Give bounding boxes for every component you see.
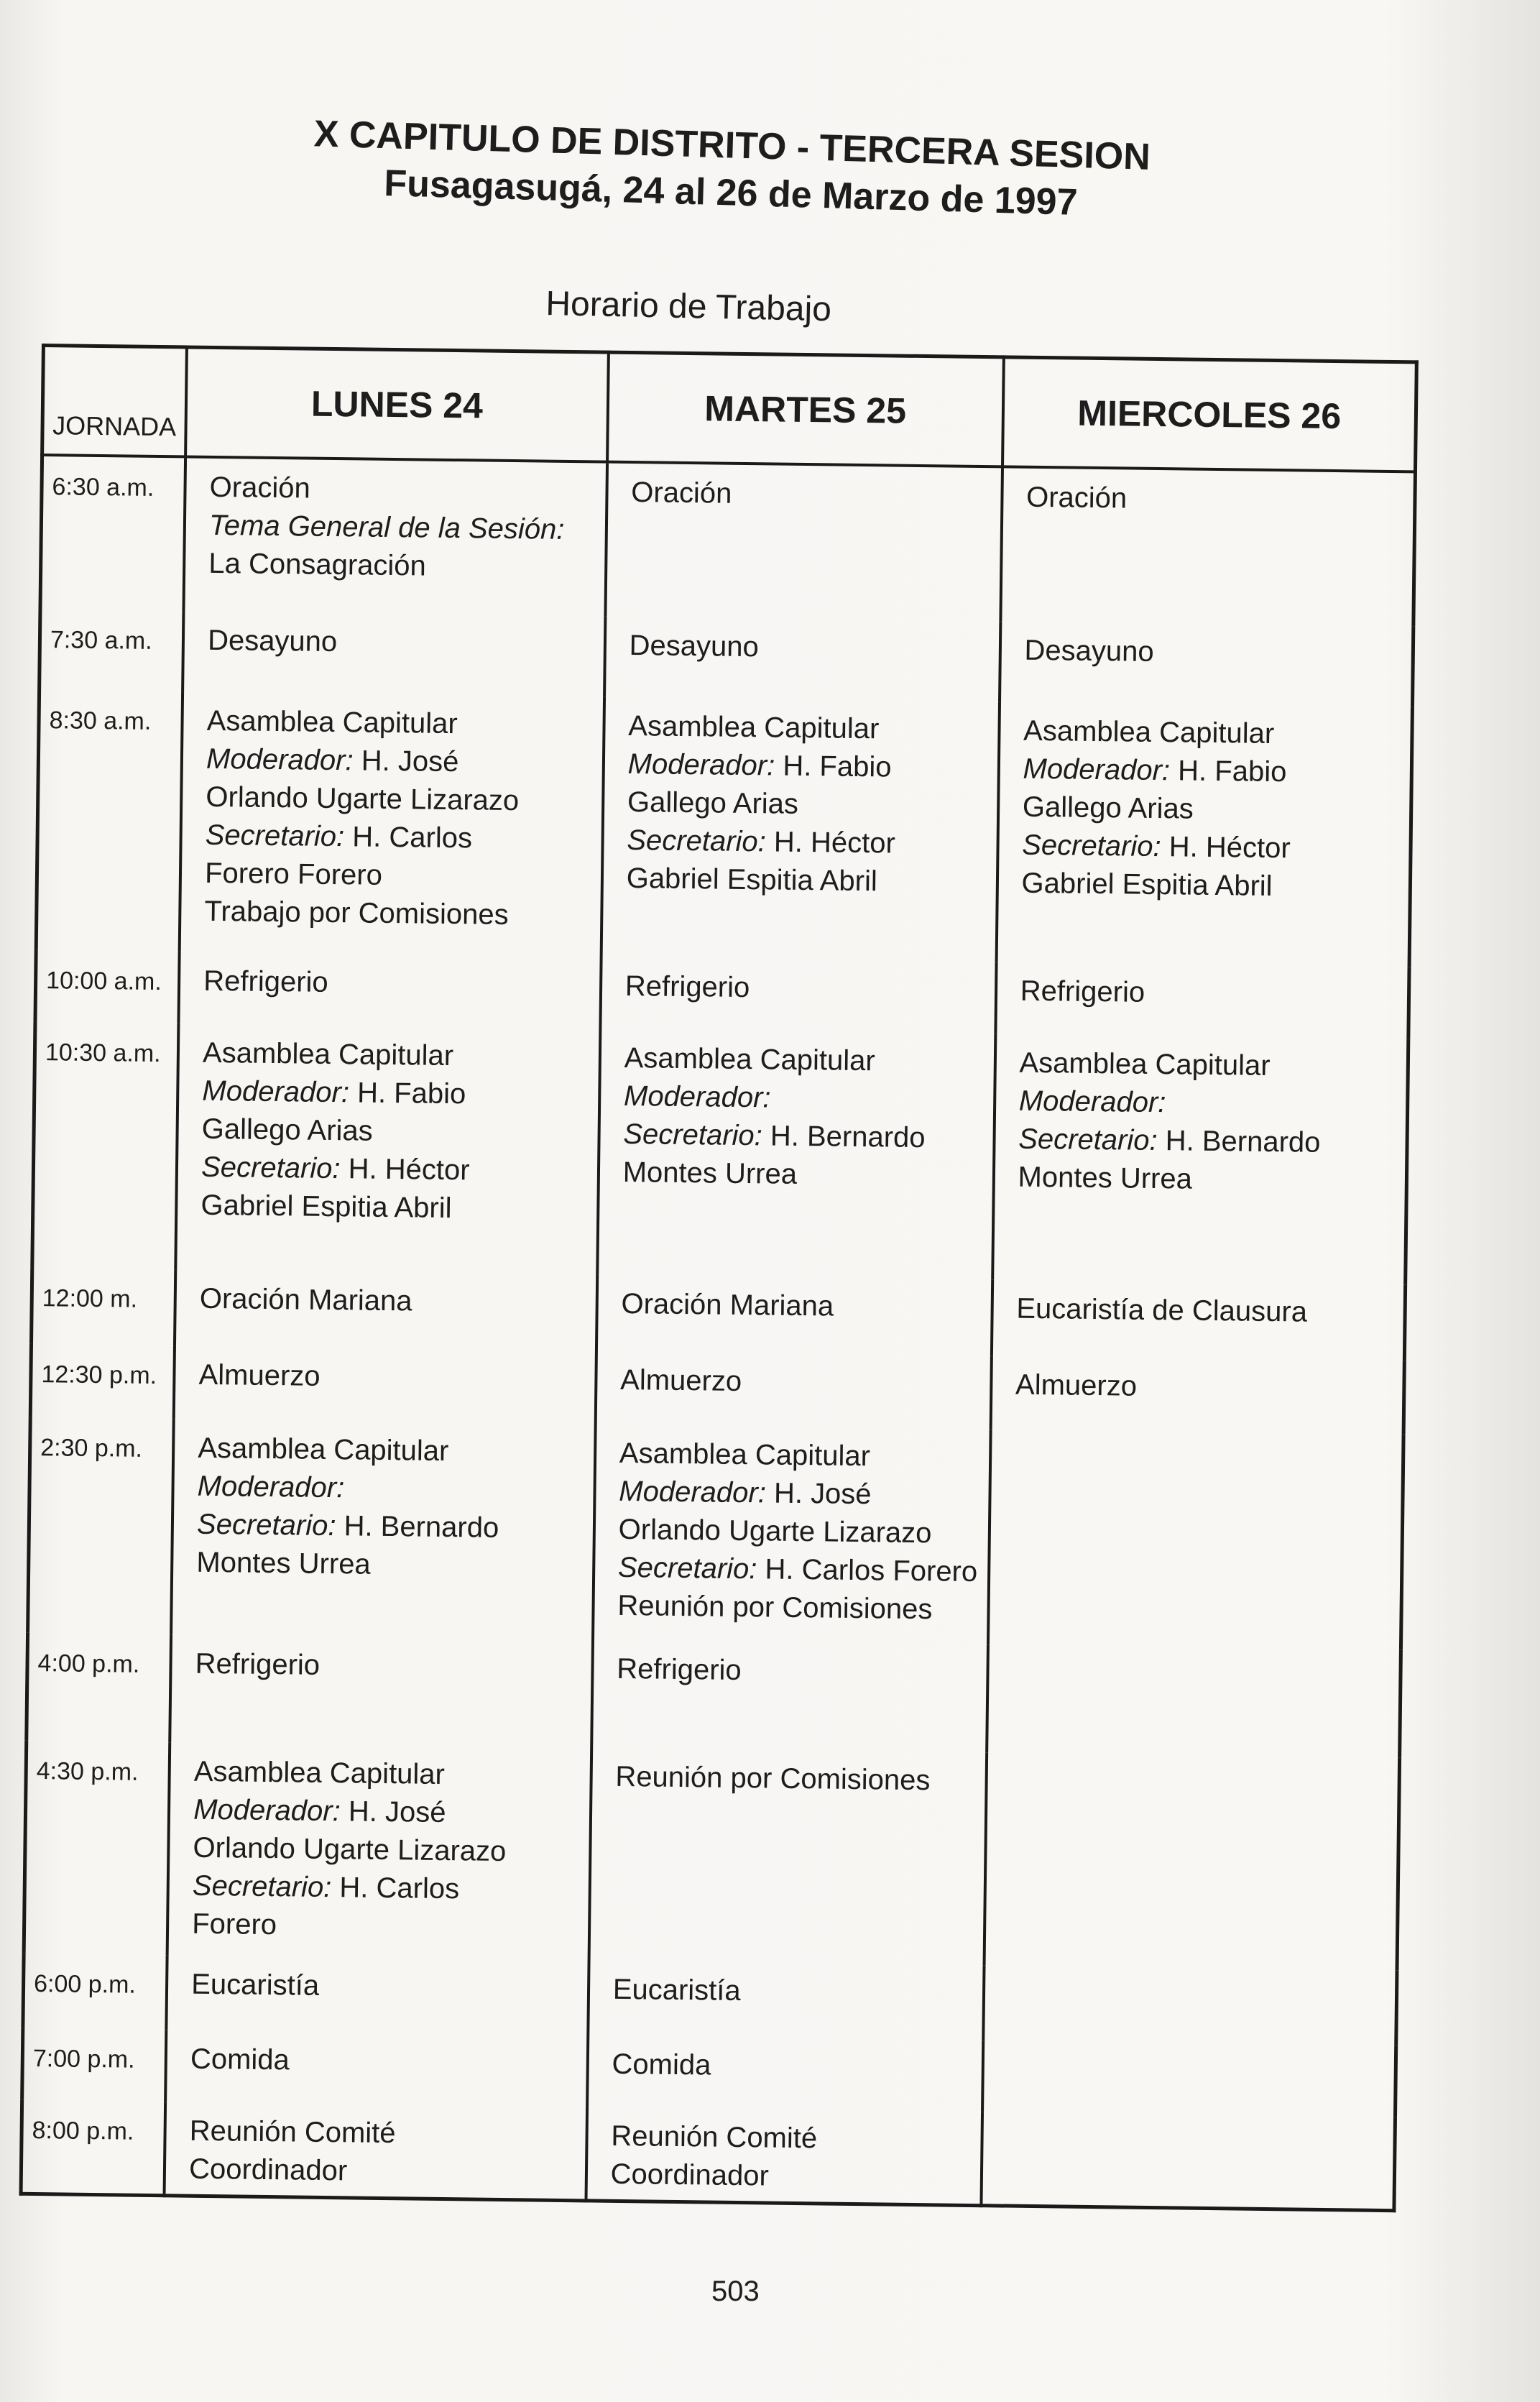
- activity-text: Orlando Ugarte Lizarazo: [618, 1513, 932, 1550]
- activity-text: Asamblea Capitular: [193, 1755, 446, 1790]
- activity-text: H. Bernardo: [343, 1510, 499, 1544]
- title-line-1: X CAPITULO DE DISTRITO - TERCERA SESION: [313, 113, 1151, 178]
- activity-text: Forero Forero: [204, 857, 383, 891]
- activity-text: Asamblea Capitular: [1019, 1046, 1271, 1082]
- time-cell: 7:00 p.m.: [22, 2028, 167, 2102]
- miercoles-cell: [1000, 621, 1414, 707]
- activity-text: Orlando Ugarte Lizarazo: [206, 781, 520, 817]
- secretario-label: Secretario:: [1021, 829, 1161, 863]
- time-cell: 8:00 p.m.: [21, 2100, 165, 2195]
- activity-text: Reunión por Comisiones: [617, 1589, 933, 1626]
- moderador-label: Moderador:: [193, 1793, 341, 1828]
- activity-text: Refrigerio: [624, 970, 750, 1004]
- activity-text: Almuerzo: [619, 1363, 742, 1398]
- activity-text: H. José: [348, 1795, 446, 1829]
- moderador-label: Moderador:: [1018, 1085, 1166, 1119]
- activity-text: Reunión Comité: [189, 2115, 396, 2150]
- activity-text: Asamblea Capitular: [198, 1432, 449, 1468]
- table-row: [28, 1417, 1404, 1649]
- martes-cell: [604, 617, 1000, 702]
- activity-text: Eucaristía: [190, 1968, 320, 2002]
- lunes-cell: [174, 1345, 596, 1424]
- activity-text: Asamblea Capitular: [1023, 714, 1275, 750]
- martes-cell: [601, 697, 999, 962]
- moderador-label: Moderador:: [627, 748, 775, 782]
- time-cell: 10:00 a.m.: [35, 950, 180, 1023]
- time-cell: 4:30 p.m.: [24, 1741, 170, 1955]
- schedule-table: [19, 344, 1419, 2212]
- activity-text: Eucaristía: [612, 1973, 741, 2007]
- activity-text: Gallego Arias: [201, 1113, 373, 1147]
- activity-text: Refrigerio: [195, 1647, 321, 1681]
- moderador-label: Moderador:: [197, 1470, 345, 1504]
- activity-text: Oración: [209, 471, 311, 505]
- time-cell: 12:30 p.m.: [30, 1344, 175, 1419]
- activity-label: Tema General de la Sesión:: [208, 509, 565, 546]
- martes-cell: [591, 1640, 988, 1753]
- time-cell: 8:30 a.m.: [36, 690, 183, 952]
- martes-cell: [586, 2107, 982, 2205]
- secretario-label: Secretario:: [200, 1151, 341, 1185]
- activity-text: Reunión por Comisiones: [615, 1760, 931, 1797]
- schedule-table-wrapper: [19, 344, 1419, 2265]
- activity-text: H. Héctor: [1168, 831, 1291, 865]
- table-row: [40, 455, 1415, 626]
- time-cell: 6:30 a.m.: [40, 455, 185, 611]
- miercoles-cell: [981, 2112, 1395, 2210]
- activity-text: H. José: [361, 745, 459, 778]
- miercoles-cell: [982, 2040, 1396, 2117]
- moderador-label: Moderador:: [623, 1080, 771, 1114]
- activity-text: Oración: [1025, 481, 1128, 515]
- time-cell: 7:30 a.m.: [40, 609, 184, 691]
- lunes-cell: [183, 611, 605, 696]
- activity-text: Orlando Ugarte Lizarazo: [193, 1831, 507, 1868]
- activity-text: H. Héctor: [348, 1153, 470, 1187]
- moderador-label: Moderador:: [1023, 753, 1171, 787]
- martes-cell: [605, 462, 1002, 622]
- moderador-label: Moderador:: [206, 742, 354, 777]
- miercoles-cell: [988, 1429, 1403, 1649]
- activity-text: H. José: [773, 1477, 872, 1511]
- activity-text: Trabajo por Comisiones: [204, 895, 509, 931]
- activity-text: Refrigerio: [1020, 975, 1145, 1008]
- table-header-row: [42, 346, 1417, 472]
- miercoles-cell: [1000, 466, 1415, 626]
- time-cell: 10:30 a.m.: [32, 1022, 179, 1269]
- header-jornada: JORNADA: [42, 346, 187, 457]
- activity-text: Refrigerio: [203, 965, 328, 998]
- activity-text: Coordinador: [610, 2158, 770, 2192]
- lunes-cell: [171, 1419, 595, 1639]
- activity-text: H. Bernardo: [770, 1120, 926, 1154]
- activity-text: Almuerzo: [1015, 1368, 1138, 1402]
- activity-text: Asamblea Capitular: [624, 1041, 875, 1077]
- table-row: [24, 1741, 1399, 1970]
- activity-text: Gallego Arias: [1022, 791, 1194, 825]
- activity-text: Oración Mariana: [199, 1282, 412, 1317]
- moderador-label: Moderador:: [202, 1075, 350, 1109]
- activity-text: Reunión Comité: [611, 2120, 818, 2155]
- activity-text: Forero: [192, 1908, 277, 1941]
- activity-text: H. Carlos Forero: [765, 1553, 978, 1588]
- activity-text: Gabriel Espitia Abril: [1021, 867, 1273, 902]
- moderador-label: Moderador:: [619, 1475, 767, 1509]
- miercoles-cell: [995, 962, 1409, 1039]
- secretario-label: Secretario:: [205, 819, 345, 853]
- secretario-label: Secretario:: [196, 1508, 336, 1542]
- martes-cell: [597, 1029, 995, 1280]
- activity-text: Asamblea Capitular: [619, 1437, 871, 1473]
- miercoles-cell: [983, 1965, 1397, 2045]
- martes-cell: [593, 1425, 991, 1645]
- activity-text: Gabriel Espitia Abril: [200, 1189, 452, 1225]
- activity-text: Gabriel Espitia Abril: [626, 862, 878, 898]
- activity-text: Asamblea Capitular: [206, 704, 458, 740]
- activity-text: H. Héctor: [773, 826, 896, 860]
- activity-text: Refrigerio: [617, 1652, 742, 1687]
- secretario-label: Secretario:: [627, 824, 767, 858]
- activity-text: Almuerzo: [198, 1358, 321, 1392]
- miercoles-cell: [984, 1752, 1399, 1970]
- activity-text: H. Fabio: [783, 750, 892, 783]
- activity-text: Comida: [190, 2043, 290, 2076]
- lunes-cell: [166, 1955, 589, 2035]
- secretario-label: Secretario:: [617, 1551, 757, 1586]
- table-row: [27, 1633, 1401, 1757]
- header-martes: MARTES 25: [607, 352, 1004, 466]
- secretario-label: Secretario:: [623, 1118, 763, 1152]
- lunes-cell: [165, 2030, 588, 2107]
- time-cell: 4:00 p.m.: [27, 1633, 171, 1742]
- activity-text: H. Carlos: [352, 821, 473, 855]
- martes-cell: [600, 957, 996, 1034]
- miercoles-cell: [992, 1034, 1408, 1284]
- lunes-cell: [165, 2102, 587, 2200]
- activity-text: Coordinador: [188, 2153, 348, 2187]
- activity-text: Montes Urrea: [1018, 1161, 1193, 1195]
- activity-text: La Consagración: [208, 547, 427, 582]
- activity-text: Eucaristía de Clausura: [1016, 1292, 1308, 1328]
- time-cell: 12:00 m.: [31, 1268, 175, 1345]
- title-line-2: Fusagasugá, 24 al 26 de Marzo de 1997: [383, 162, 1079, 224]
- header-miercoles: MIERCOLES 26: [1002, 357, 1417, 472]
- activity-text: Comida: [612, 2048, 711, 2081]
- activity-text: H. Fabio: [1177, 755, 1287, 788]
- secretario-label: Secretario:: [192, 1869, 332, 1904]
- activity-text: Oración Mariana: [621, 1287, 834, 1322]
- page-title: [227, 108, 1235, 231]
- martes-cell: [587, 2035, 983, 2112]
- table-row: [32, 1022, 1408, 1284]
- time-cell: 6:00 p.m.: [23, 1954, 167, 2030]
- schedule-subtitle: Horario de Trabajo: [545, 284, 832, 329]
- lunes-cell: [175, 1023, 600, 1274]
- lunes-cell: [180, 691, 604, 957]
- table-row: [36, 690, 1412, 967]
- lunes-cell: [170, 1634, 592, 1747]
- martes-cell: [588, 1960, 984, 2040]
- martes-cell: [596, 1275, 992, 1356]
- table-row: [21, 2100, 1395, 2210]
- lunes-cell: [175, 1269, 597, 1350]
- martes-cell: [595, 1351, 991, 1430]
- activity-text: H. Fabio: [356, 1077, 466, 1110]
- activity-text: Desayuno: [207, 624, 338, 658]
- activity-text: H. Bernardo: [1165, 1125, 1321, 1159]
- activity-text: Gallego Arias: [627, 786, 799, 820]
- miercoles-cell: [992, 1279, 1406, 1361]
- miercoles-cell: [990, 1356, 1404, 1434]
- time-cell: 2:30 p.m.: [28, 1417, 174, 1634]
- activity-text: Montes Urrea: [196, 1546, 371, 1580]
- miercoles-cell: [987, 1644, 1401, 1757]
- miercoles-cell: [996, 701, 1412, 967]
- activity-text: Oración: [631, 477, 732, 510]
- page-number: 503: [711, 2276, 760, 2307]
- activity-text: Asamblea Capitular: [628, 710, 880, 745]
- lunes-cell: [179, 952, 601, 1029]
- activity-text: H. Carlos: [339, 1872, 460, 1905]
- activity-text: Asamblea Capitular: [202, 1036, 454, 1072]
- activity-text: Desayuno: [629, 630, 760, 663]
- martes-cell: [589, 1747, 986, 1965]
- header-lunes: LUNES 24: [185, 347, 608, 462]
- activity-text: Montes Urrea: [622, 1156, 798, 1190]
- lunes-cell: [184, 456, 607, 616]
- activity-text: Desayuno: [1024, 634, 1154, 668]
- lunes-cell: [167, 1742, 591, 1960]
- secretario-label: Secretario:: [1018, 1123, 1158, 1157]
